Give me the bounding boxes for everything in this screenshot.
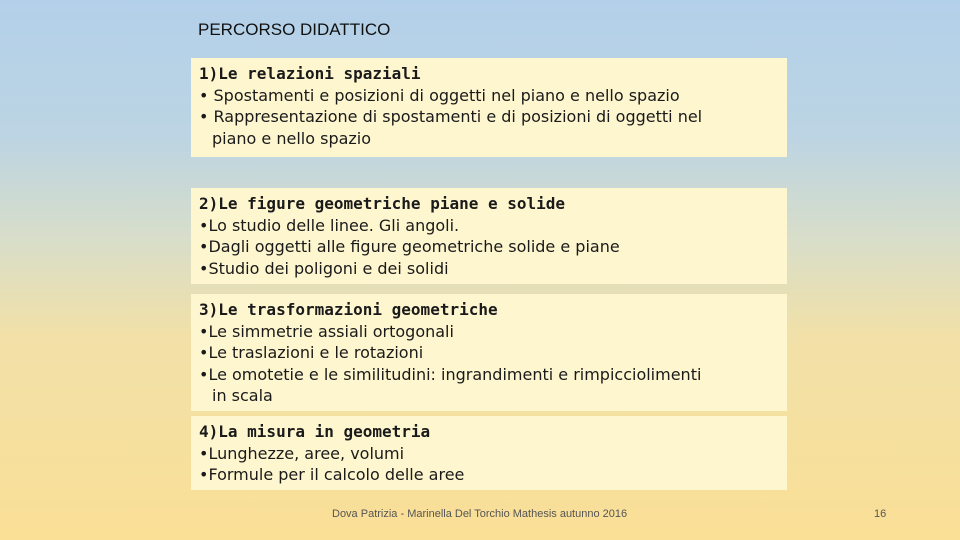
page-number: 16 [874, 508, 887, 520]
section-heading: 1)Le relazioni spaziali [199, 64, 421, 83]
bullet-item-continuation: piano e nello spazio [212, 128, 372, 148]
section-box-4 [191, 416, 787, 490]
section-box-1 [191, 58, 787, 157]
section-heading: 2)Le figure geometriche piane e solide [199, 194, 566, 213]
bullet-item: •Le traslazioni e le rotazioni [199, 343, 424, 362]
bullet-item: •Formule per il calcolo delle aree [199, 465, 465, 484]
bullet-item: •Studio dei poligoni e dei solidi [199, 258, 449, 278]
section-box-3 [191, 294, 787, 411]
section-heading: 4)La misura in geometria [199, 422, 431, 441]
bullet-item: •Le omotetie e le similitudini: ingrandimenti e rimpicciolimenti [199, 364, 702, 384]
section-box-2 [191, 188, 787, 284]
bullet-item: •Le simmetrie assiali ortogonali [199, 321, 454, 341]
slide-footer: Dova Patrizia - Marinella Del Torchio Mathesis autunno 2016 [332, 508, 628, 520]
bullet-item: •Lo studio delle linee. Gli angoli. [199, 215, 460, 235]
bullet-item: •Dagli oggetti alle figure geometriche solide e piane [199, 237, 620, 256]
bullet-item: • Spostamenti e posizioni di oggetti nel piano e nello spazio [199, 85, 680, 105]
section-heading: 3)Le trasformazioni geometriche [199, 300, 498, 319]
bullet-item: • Rappresentazione di spostamenti e di posizioni di oggetti nel [199, 107, 703, 126]
bullet-item: •Lunghezze, aree, volumi [199, 443, 405, 463]
slide-title: PERCORSO DIDATTICO [198, 20, 391, 39]
bullet-item-continuation: in scala [212, 386, 273, 405]
